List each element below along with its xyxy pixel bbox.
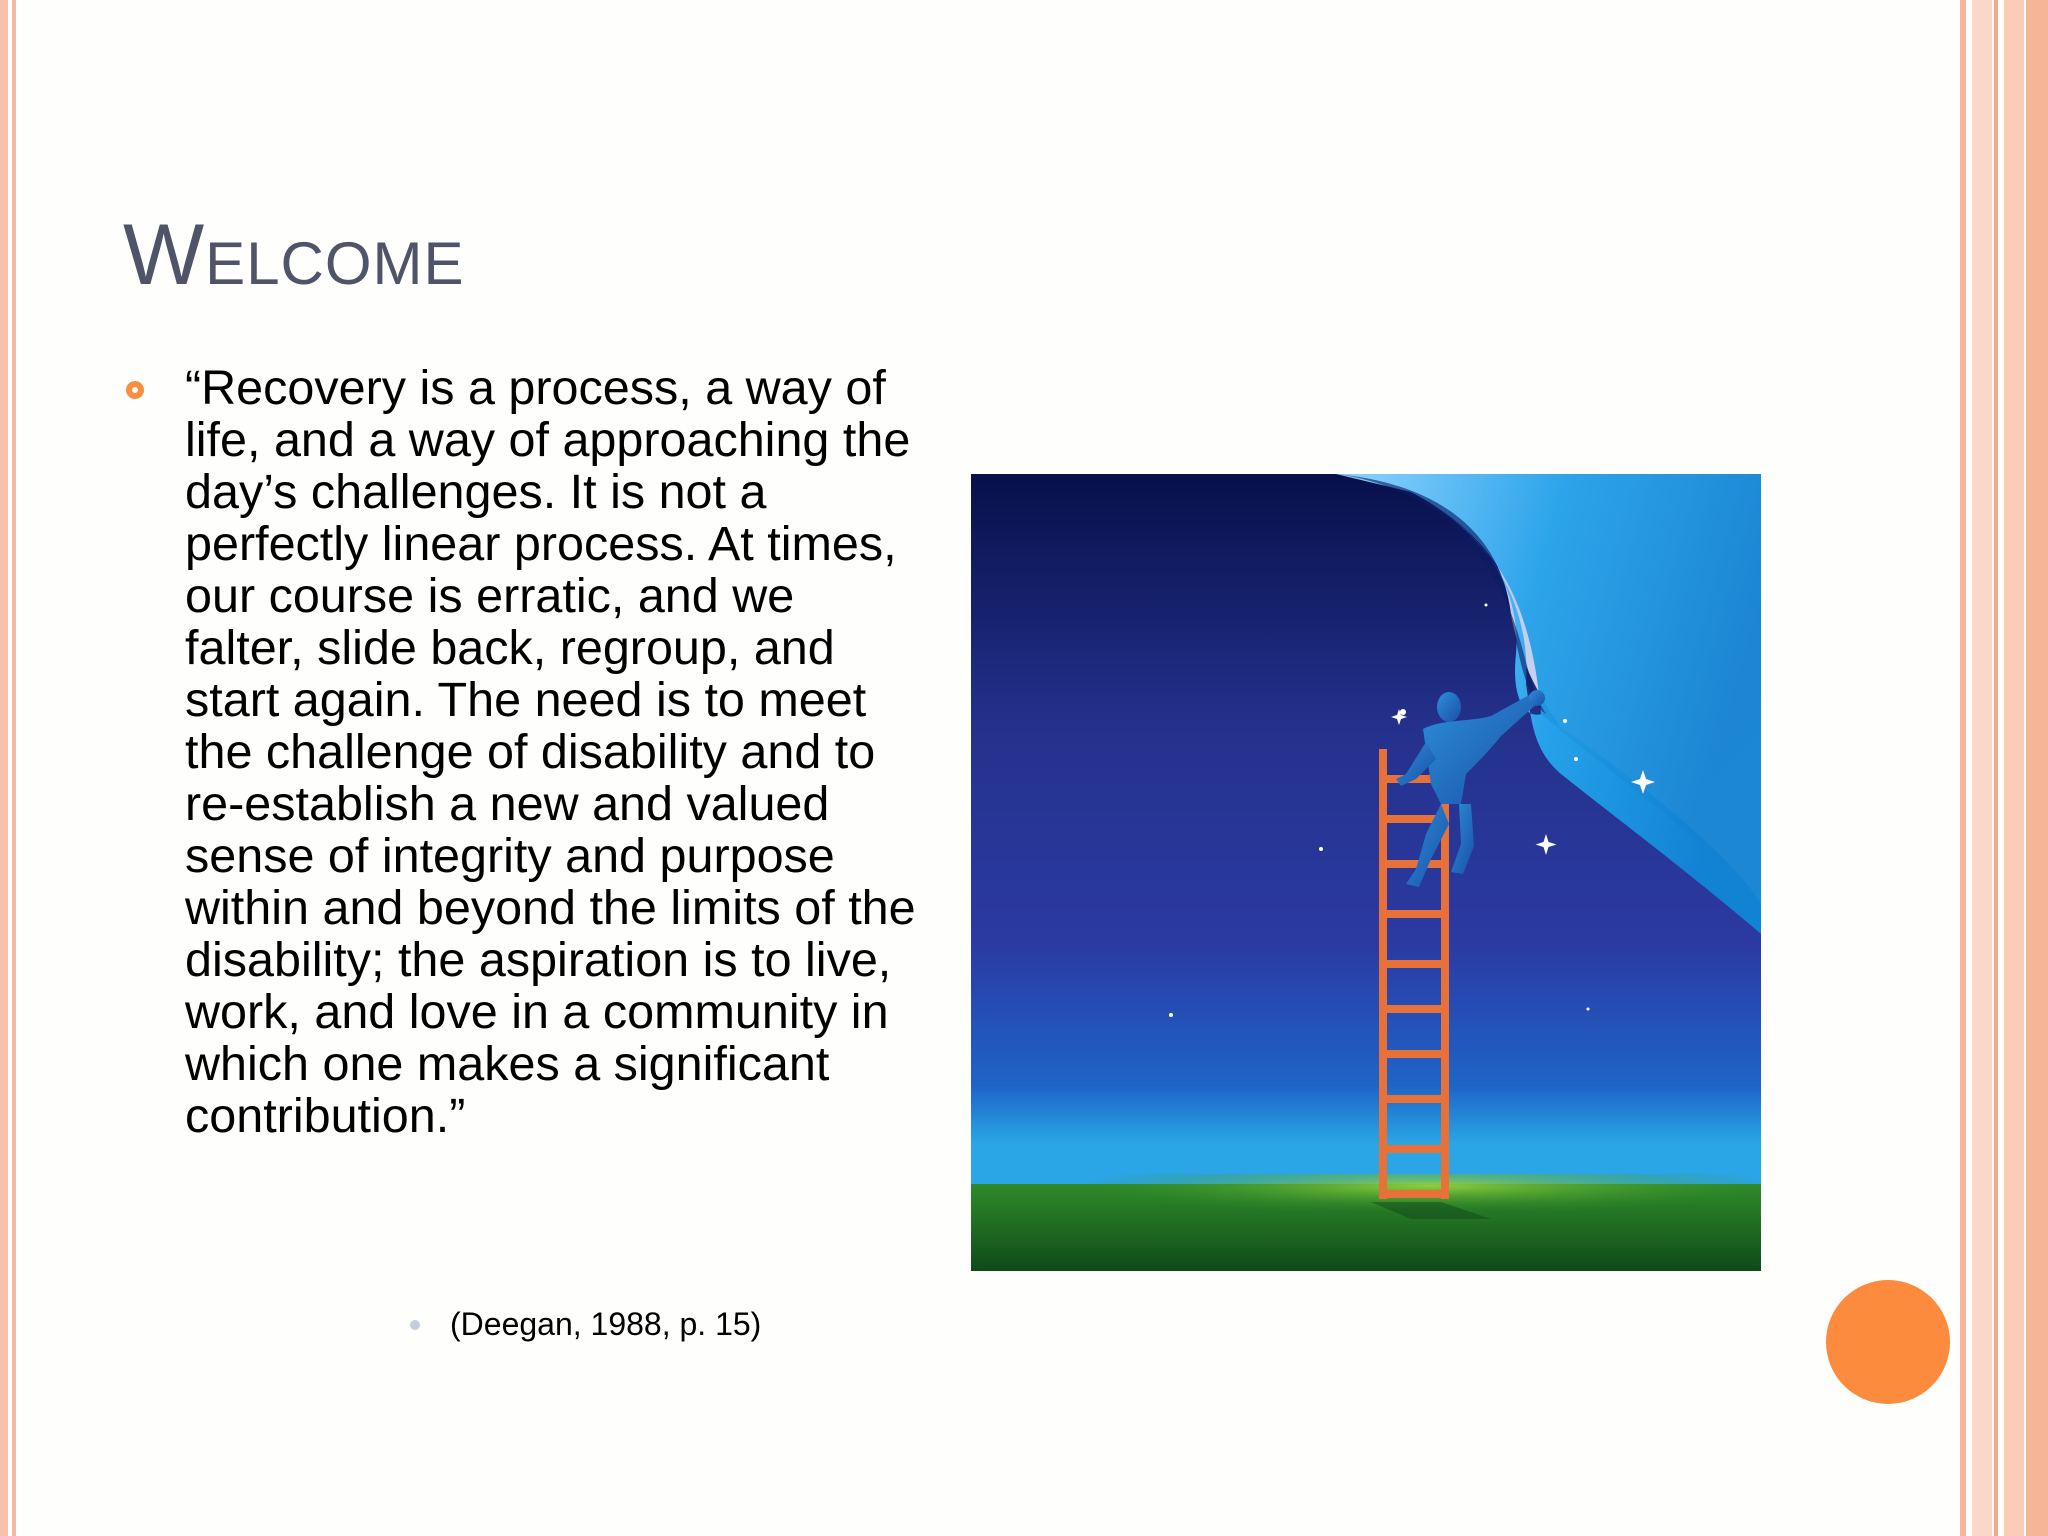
citation-text: (Deegan, 1988, p. 15) <box>450 1306 762 1342</box>
bullet-ring-icon <box>126 381 144 399</box>
right-border-stripe <box>1960 0 1966 1536</box>
slide-title: Welcome <box>123 207 465 303</box>
left-border-stripe-thin <box>12 0 16 1536</box>
right-border-stripe <box>2004 0 2024 1536</box>
ladder-sky-illustration <box>971 474 1761 1271</box>
quote-text: “Recovery is a process, a way of life, and a way of approaching the day’s challenges. It is not a perfectly linear process. At times, our course is erratic, and we falter, slide back, regroup, and start again. The need is to meet the challenge of disability and to re-establish a new and valued sense of integrity and purpose within and beyond the limits of the disability; the aspiration is to live, work, and love in a community in which one makes a significant contribution.” <box>185 361 916 1143</box>
left-border-stripe <box>0 0 8 1536</box>
right-border-stripe <box>1972 0 1992 1536</box>
right-border-stripe <box>1994 0 1998 1536</box>
decorative-orange-circle <box>1826 1280 1950 1404</box>
right-border-stripe <box>2026 0 2048 1536</box>
sub-bullet-dot-icon <box>410 1320 420 1330</box>
